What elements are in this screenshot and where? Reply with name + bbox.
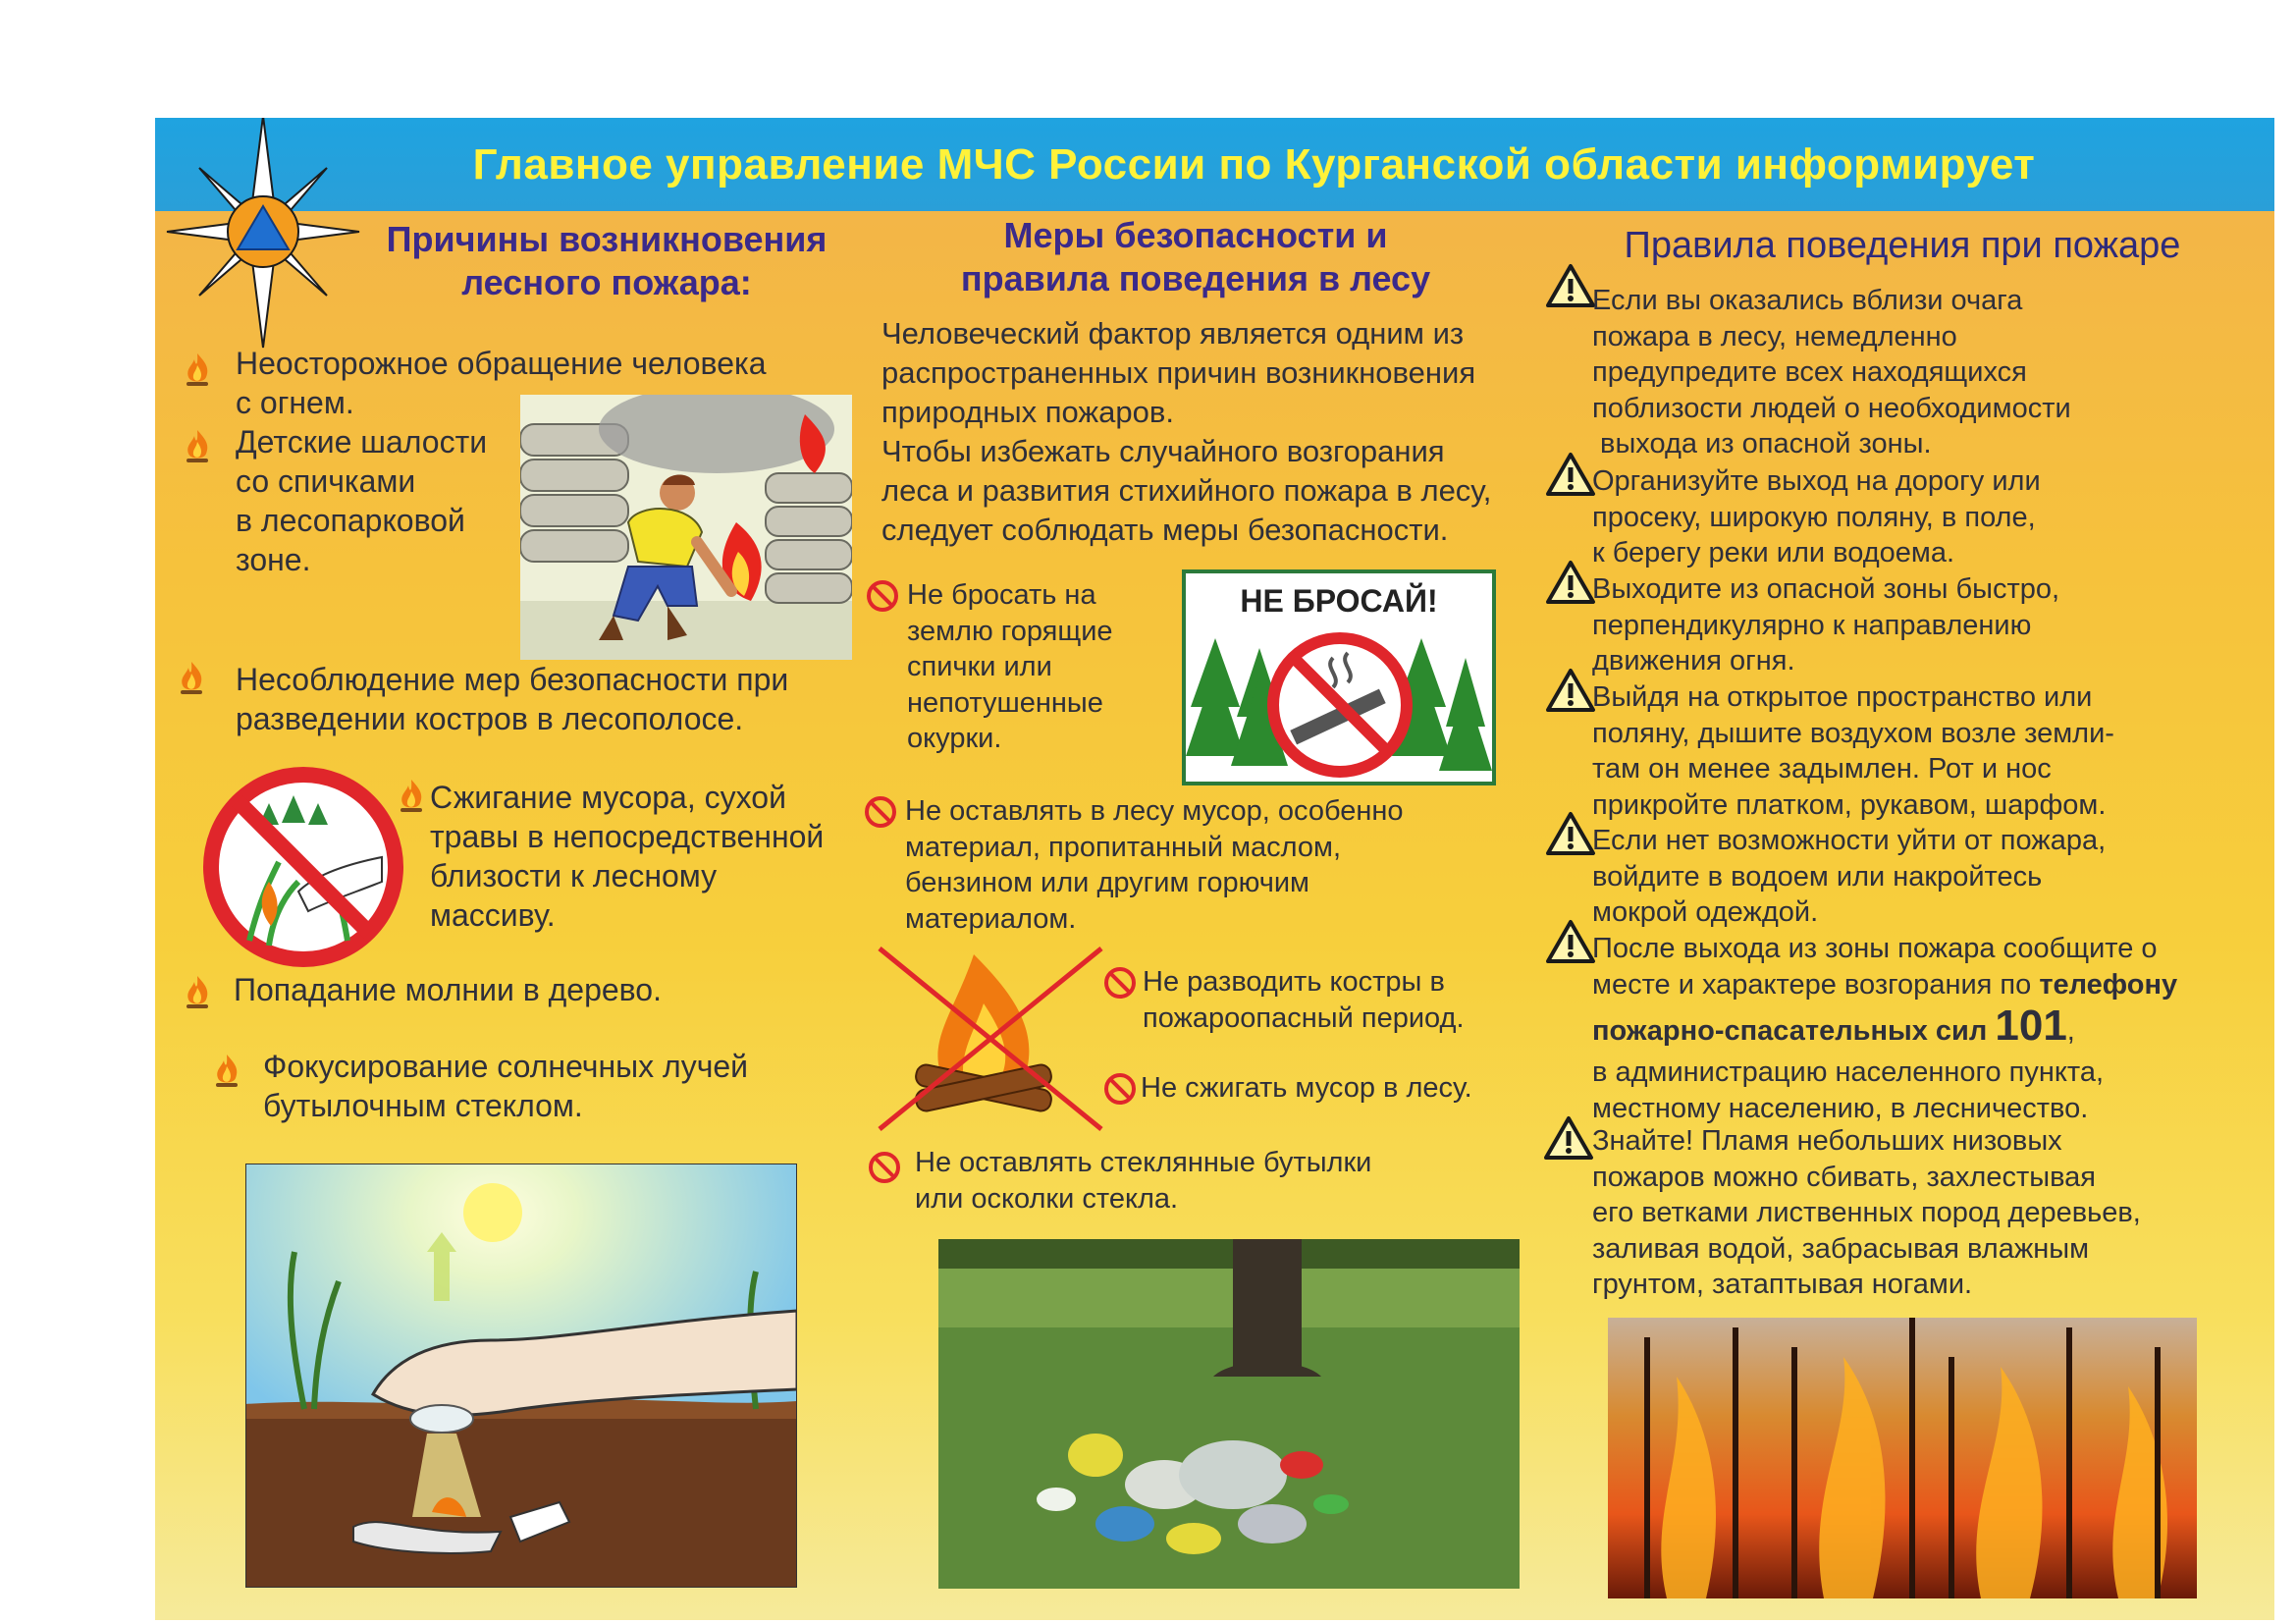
measures-title: Меры безопасности и правила поведения в лесу xyxy=(960,215,1431,298)
no-burning-grass-sign xyxy=(200,764,406,970)
poster xyxy=(155,118,2274,1620)
warning-triangle-icon xyxy=(1545,452,1596,497)
flame-icon xyxy=(177,660,206,695)
header-banner xyxy=(155,118,2274,211)
flame-icon xyxy=(183,428,212,463)
warning-triangle-icon xyxy=(1545,811,1596,856)
measure-item-3: Не разводить костры в пожароопасный период. xyxy=(1143,966,1465,1034)
phone-number: 101 xyxy=(1995,1001,2067,1050)
rule-item-report: После выхода из зоны пожара сообщите о месте и характере возгорания по телефону пожарно-спасательных сил 101, в администрацию населенного пункта, местному населению, в лесничество. xyxy=(1592,933,2178,1124)
no-entry-icon xyxy=(864,795,897,829)
rule-item-3: Выходите из опасной зоны быстро, перпендикулярно к направлению движения огня. xyxy=(1592,573,2060,677)
mchs-star-icon xyxy=(165,118,361,350)
crossed-bonfire-illustration xyxy=(876,945,1105,1133)
measure-item-5: Не оставлять стеклянные бутылки или осколки стекла. xyxy=(915,1147,1372,1215)
rule-item-1: Если вы оказались вблизи очага пожара в лесу, немедленно предупредите всех находящихся поблизости людей о необходимости выхода из опасной зоны. xyxy=(1592,285,2071,460)
rule-item-last: Знайте! Пламя небольших низовых пожаров можно сбивать, захлестывая его ветками лиственных пород деревьев, заливая водой, забрасывая влажным грунтом, затаптывая ногами. xyxy=(1592,1125,2141,1300)
warning-triangle-icon xyxy=(1545,668,1596,713)
flame-icon xyxy=(183,352,212,387)
flame-icon xyxy=(397,778,426,813)
warning-triangle-icon xyxy=(1545,919,1596,964)
sign-text: НЕ БРОСАЙ! xyxy=(1240,583,1438,619)
causes-title: Причины возникновения лесного пожара: xyxy=(386,219,828,302)
rule-item-5: Если нет возможности уйти от пожара, войдите в водоем или накройтесь мокрой одеждой. xyxy=(1592,825,2107,928)
cause-item-5: Попадание молнии в дерево. xyxy=(234,972,662,1007)
flame-icon xyxy=(183,974,212,1009)
sun-glass-fire-illustration xyxy=(245,1164,797,1588)
warning-triangle-icon xyxy=(1545,263,1596,308)
rule-item-4: Выйдя на открытое пространство или поляну, дышите воздухом возле земли- там он менее задымлен. Рот и нос прикройте платком, рукавом, шарфом. xyxy=(1592,681,2114,821)
no-entry-icon xyxy=(868,1151,901,1184)
measures-intro: Человеческий фактор является одним из распространенных причин возникновения природных пожаров. Чтобы избежать случайного возгорания леса и развития стихийного пожара в лесу, следует соблюдать меры безопасности. xyxy=(881,316,1492,547)
cause-item-1: Неосторожное обращение человека с огнем. xyxy=(236,346,767,420)
header-title: Главное управление МЧС России по Курганской области информирует xyxy=(472,139,2036,189)
no-entry-icon xyxy=(1103,966,1137,1000)
forest-litter-photo xyxy=(938,1239,1520,1589)
no-entry-icon xyxy=(1103,1072,1137,1106)
flame-icon xyxy=(212,1053,241,1088)
forest-fire-photo xyxy=(1608,1318,2197,1598)
rule-item-2: Организуйте выход на дорогу или просеку, широкую поляну, в поле, к берегу реки или водоема. xyxy=(1592,465,2041,568)
measure-item-1: Не бросать на землю горящие спички или непотушенные окурки. xyxy=(907,579,1113,754)
cause-item-3: Несоблюдение мер безопасности при разведении костров в лесополосе. xyxy=(236,662,789,736)
cause-item-6: Фокусирование солнечных лучей бутылочным стеклом. xyxy=(263,1049,749,1123)
no-entry-icon xyxy=(866,579,899,613)
warning-triangle-icon xyxy=(1543,1115,1594,1161)
measure-item-2: Не оставлять в лесу мусор, особенно материал, пропитанный маслом, бензином или другим горючим материалом. xyxy=(905,795,1404,935)
no-smoking-forest-icon xyxy=(1186,619,1492,782)
measure-item-4: Не сжигать мусор в лесу. xyxy=(1141,1072,1472,1104)
rules-title: Правила поведения при пожаре xyxy=(1624,225,2181,266)
cause-item-2: Детские шалости со спичками в лесопарковой зоне. xyxy=(236,424,488,577)
cause-item-4: Сжигание мусора, сухой травы в непосредственной близости к лесному массиву. xyxy=(430,780,825,933)
do-not-throw-sign xyxy=(1182,569,1496,785)
child-with-matches-illustration xyxy=(520,395,852,660)
warning-triangle-icon xyxy=(1545,560,1596,605)
